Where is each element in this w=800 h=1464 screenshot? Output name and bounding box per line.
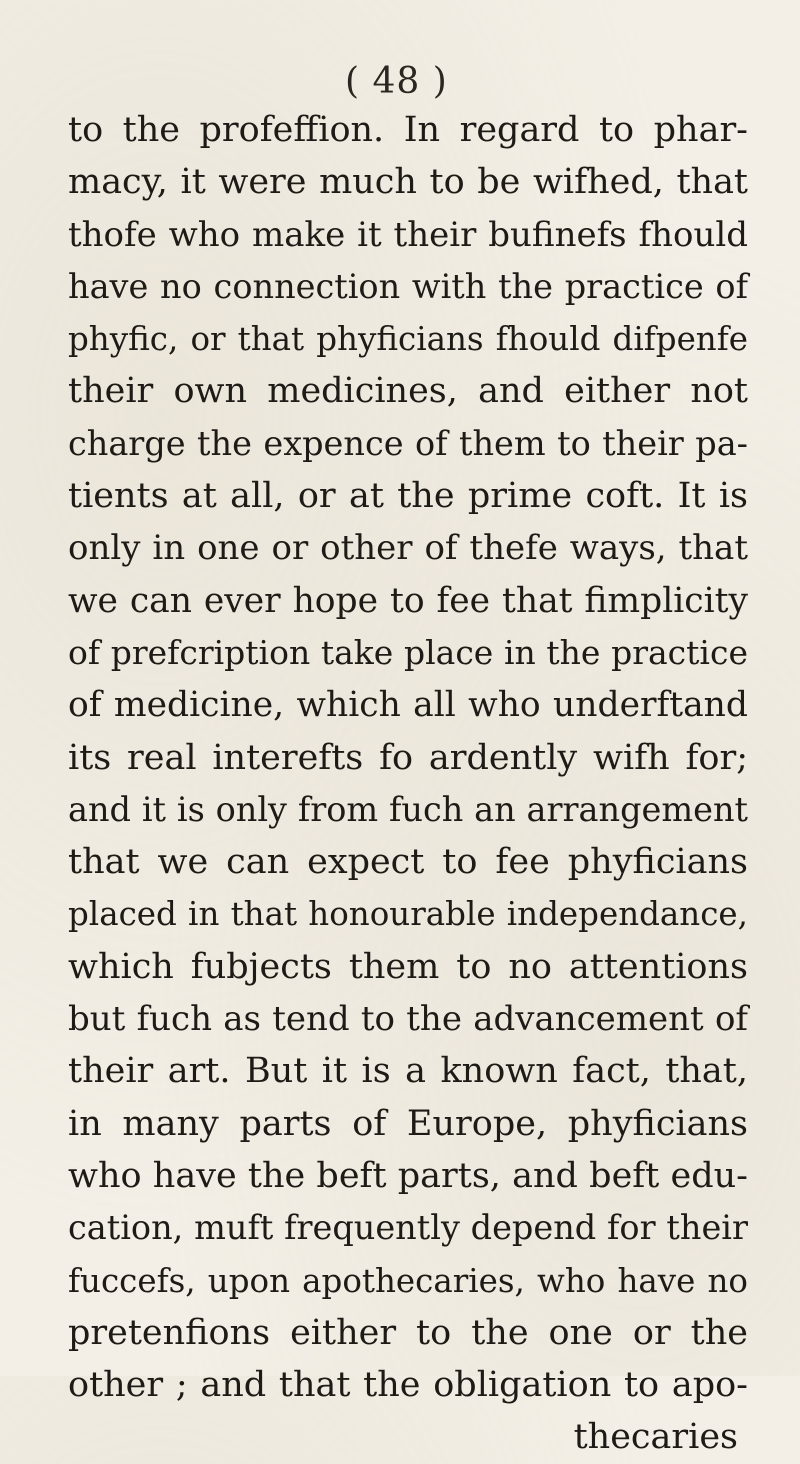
text-line: who have the beft parts, and beft edu- — [68, 1155, 748, 1196]
text-line: which fubjects them to no attentions — [68, 946, 748, 987]
text-line: macy, it were much to be wifhed, that — [68, 162, 748, 203]
text-line: to the profeffion. In regard to phar- — [68, 110, 748, 150]
text-line: other ; and that the obligation to apo- — [68, 1365, 748, 1406]
text-line: cation, muft frequently depend for their — [68, 1208, 748, 1248]
text-line: thofe who make it their bufinefs fhould — [68, 214, 748, 255]
text-line: but fuch as tend to the advancement of — [68, 999, 748, 1040]
text-line: of medicine, which all who underftand — [68, 685, 748, 726]
text-line: fuccefs, upon apothecaries, who have no — [68, 1261, 748, 1300]
text-line: their art. But it is a known fact, that, — [68, 1051, 748, 1092]
text-line: its real interefts fo ardently wifh for; — [68, 737, 748, 778]
text-line: only in one or other of thefe ways, that — [68, 528, 748, 569]
text-line: of prefcription take place in the practice — [68, 632, 748, 672]
text-line: their own medicines, and either not — [68, 371, 748, 412]
text-line: placed in that honourable independance, — [68, 895, 748, 934]
text-line: in many parts of Europe, phyficians — [68, 1103, 748, 1144]
text-line: pretenfions either to the one or the — [68, 1312, 748, 1353]
text-line: we can ever hope to fee that fimplicity — [68, 580, 748, 621]
text-line: have no connection with the practice of — [68, 266, 748, 306]
text-line: and it is only from fuch an arrangement — [68, 789, 748, 829]
text-line: charge the expence of them to their pa- — [68, 423, 748, 463]
text-line: tients at all, or at the prime coft. It is — [68, 476, 748, 517]
text-line: that we can expect to fee phyficians — [68, 842, 748, 883]
page-number: ( 48 ) — [345, 61, 448, 102]
catchword: thecaries — [573, 1417, 738, 1458]
text-line: phyfic, or that phyficians fhould difpenfe — [68, 320, 748, 359]
body-text — [68, 104, 748, 1464]
